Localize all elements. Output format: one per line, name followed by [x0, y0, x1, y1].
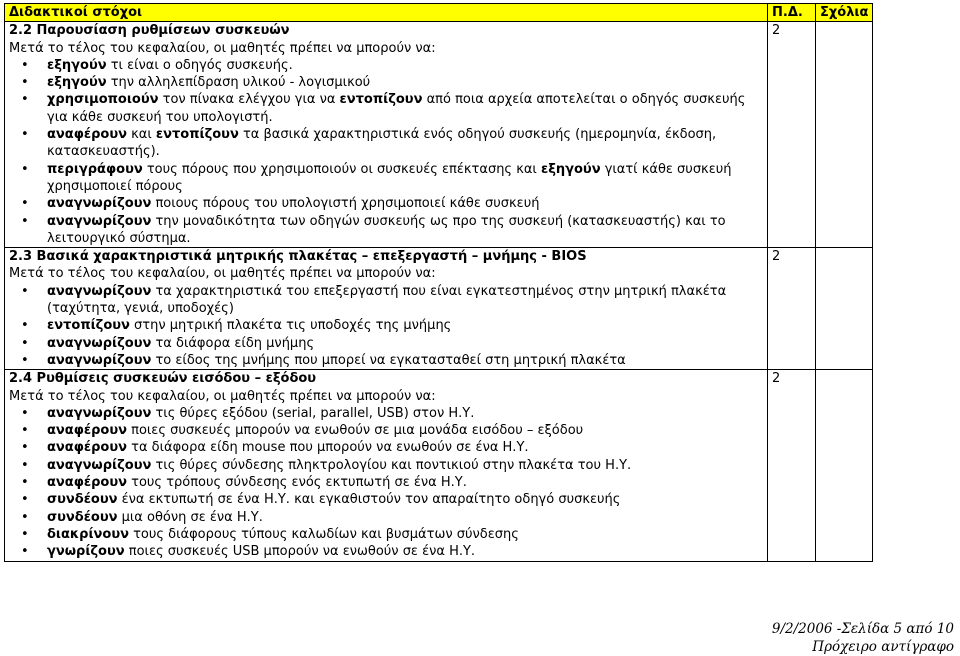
objective-text: ένα εκτυπωτή σε ένα Η.Υ. και εγκαθιστούν τον απαραίτητο οδηγό συσκευής [117, 492, 621, 508]
header-comments: Σχόλια [816, 4, 873, 22]
objective-verb: αναφέρουν [47, 423, 127, 439]
section-title: 2.3 Βασικά χαρακτηριστικά μητρικής πλακέτας – επεξεργαστή – μνήμης - BIOS [9, 249, 587, 265]
section-pd: 2 [768, 370, 816, 561]
section-cell [5, 22, 768, 248]
objectives-list [9, 283, 763, 369]
footer-status: Πρόχειρο αντίγραφο [812, 639, 954, 655]
list-item [47, 457, 763, 474]
table-header-row [5, 4, 873, 22]
objective-text: την μοναδικότητα των οδηγών συσκευής ως προ της συσκευή (κατασκευαστής) και το λειτουργικό σύστημα. [47, 213, 726, 246]
list-item [47, 74, 763, 91]
objective-verb: αναγνωρίζουν [47, 283, 152, 299]
objective-verb: αναγνωρίζουν [47, 352, 152, 368]
list-item [47, 335, 763, 352]
objective-text: την αλληλεπίδραση υλικού - λογισμικού [106, 75, 371, 91]
footer-page-info: 9/2/2006 -Σελίδα 5 από 10 [771, 621, 954, 637]
list-item [47, 126, 763, 161]
objective-text: τους τρόπους σύνδεσης ενός εκτυπωτή σε ένα Η.Υ. [127, 475, 467, 491]
objective-verb: αναγνωρίζουν [47, 457, 152, 473]
section-intro: Μετά το τέλος του κεφαλαίου, οι μαθητές πρέπει να μπορούν να: [9, 388, 436, 404]
list-item [47, 57, 763, 74]
section-comments [816, 248, 873, 370]
section-row-2-3 [5, 248, 873, 370]
section-title: 2.2 Παρουσίαση ρυθμίσεων συσκευών [9, 23, 290, 39]
list-item [47, 161, 763, 196]
objective-verb: γνωρίζουν [47, 544, 125, 560]
objective-verb: αναφέρουν [47, 127, 127, 143]
objective-text: ποιες συσκευές μπορούν να ενωθούν σε μια μονάδα εισόδου – εξόδου [127, 423, 584, 439]
objective-text: και [127, 127, 156, 143]
header-objectives: Διδακτικοί στόχοι [5, 4, 768, 22]
objective-text: τα διάφορα είδη μνήμης [151, 335, 315, 351]
objective-verb: διακρίνουν [47, 526, 129, 542]
list-item [47, 195, 763, 212]
objective-verb: εξηγούν [47, 75, 107, 91]
header-pd: Π.Δ. [768, 4, 816, 22]
objective-text: το είδος της μνήμης που μπορεί να εγκατασταθεί στη μητρική πλακέτα [151, 352, 626, 368]
section-intro: Μετά το τέλος του κεφαλαίου, οι μαθητές πρέπει να μπορούν να: [9, 266, 436, 282]
page-footer [772, 620, 954, 656]
list-item [47, 439, 763, 456]
objective-text: στην μητρική πλακέτα τις υποδοχές της μνήμης [129, 318, 452, 334]
list-item [47, 474, 763, 491]
objective-verb: εντοπίζουν [339, 92, 423, 108]
objective-verb: αναγνωρίζουν [47, 405, 152, 421]
objective-text: τις θύρες σύνδεσης πληκτρολογίου και ποντικιού στην πλακέτα του Η.Υ. [151, 457, 632, 473]
section-row-2-2 [5, 22, 873, 248]
objective-text: τα βασικά χαρακτηριστικά ενός οδηγού συσκευής (ημερομηνία, έκδοση, κατασκευαστής). [47, 127, 717, 160]
objective-text: γιατί κάθε συσκευή χρησιμοποιεί πόρους [47, 161, 732, 194]
list-item [47, 543, 763, 560]
list-item [47, 213, 763, 248]
objective-verb: αναγνωρίζουν [47, 196, 152, 212]
objective-verb: εξηγούν [540, 161, 601, 177]
objective-text: τις θύρες εξόδου (serial, parallel, USB) στον Η.Υ. [151, 405, 475, 421]
section-comments [816, 22, 873, 248]
list-item [47, 352, 763, 369]
list-item [47, 491, 763, 508]
list-item [47, 91, 763, 126]
section-cell [5, 248, 768, 370]
objective-verb: συνδέουν [47, 509, 118, 525]
objectives-list [9, 57, 763, 247]
section-title: 2.4 Ρυθμίσεις συσκευών εισόδου – εξόδου [9, 371, 317, 387]
list-item [47, 283, 763, 318]
objective-verb: συνδέουν [47, 492, 118, 508]
section-comments [816, 370, 873, 561]
objective-verb: χρησιμοποιούν [47, 92, 159, 108]
objective-text: μια οθόνη σε ένα Η.Υ. [117, 509, 263, 525]
objective-text: τα διάφορα είδη mouse που μπορούν να ενωθούν σε ένα Η.Υ. [127, 440, 529, 456]
objective-text: ποιους πόρους του υπολογιστή χρησιμοποιεί κάθε συσκευή [151, 196, 540, 212]
objective-verb: εξηγούν [47, 57, 107, 73]
objective-verb: εντοπίζουν [47, 318, 130, 334]
objective-text: τους διάφορους τύπους καλωδίων και βυσμάτων σύνδεσης [128, 526, 519, 542]
objective-text: από ποια αρχεία αποτελείται ο οδηγός συσκευής για κάθε συσκευή του υπολογιστή. [47, 92, 746, 125]
objective-verb: περιγράφουν [47, 161, 143, 177]
section-cell [5, 370, 768, 561]
section-pd: 2 [768, 22, 816, 248]
objective-verb: εντοπίζουν [155, 127, 239, 143]
objective-text: τον πίνακα ελέγχου για να [158, 92, 340, 108]
objective-verb: αναγνωρίζουν [47, 335, 152, 351]
objective-verb: αναγνωρίζουν [47, 213, 152, 229]
section-intro: Μετά το τέλος του κεφαλαίου, οι μαθητές πρέπει να μπορούν να: [9, 40, 436, 56]
section-row-2-4 [5, 370, 873, 561]
list-item [47, 405, 763, 422]
list-item [47, 526, 763, 543]
objective-text: ποιες συσκευές USB μπορούν να ενωθούν σε ένα Η.Υ. [124, 544, 476, 560]
list-item [47, 317, 763, 334]
list-item [47, 509, 763, 526]
objectives-list [9, 405, 763, 561]
objective-text: τους πόρους που χρησιμοποιούν οι συσκευές επέκτασης και [142, 161, 541, 177]
objective-text: τι είναι ο οδηγός συσκευής. [106, 57, 293, 73]
section-pd: 2 [768, 248, 816, 370]
objective-verb: αναφέρουν [47, 440, 127, 456]
objectives-table [4, 3, 873, 562]
objective-text: τα χαρακτηριστικά του επεξεργαστή που είναι εγκατεστημένος στην μητρική πλακέτα (ταχύτητα, γενιά, υποδοχές) [47, 283, 727, 317]
list-item [47, 422, 763, 439]
objective-verb: αναφέρουν [47, 475, 127, 491]
